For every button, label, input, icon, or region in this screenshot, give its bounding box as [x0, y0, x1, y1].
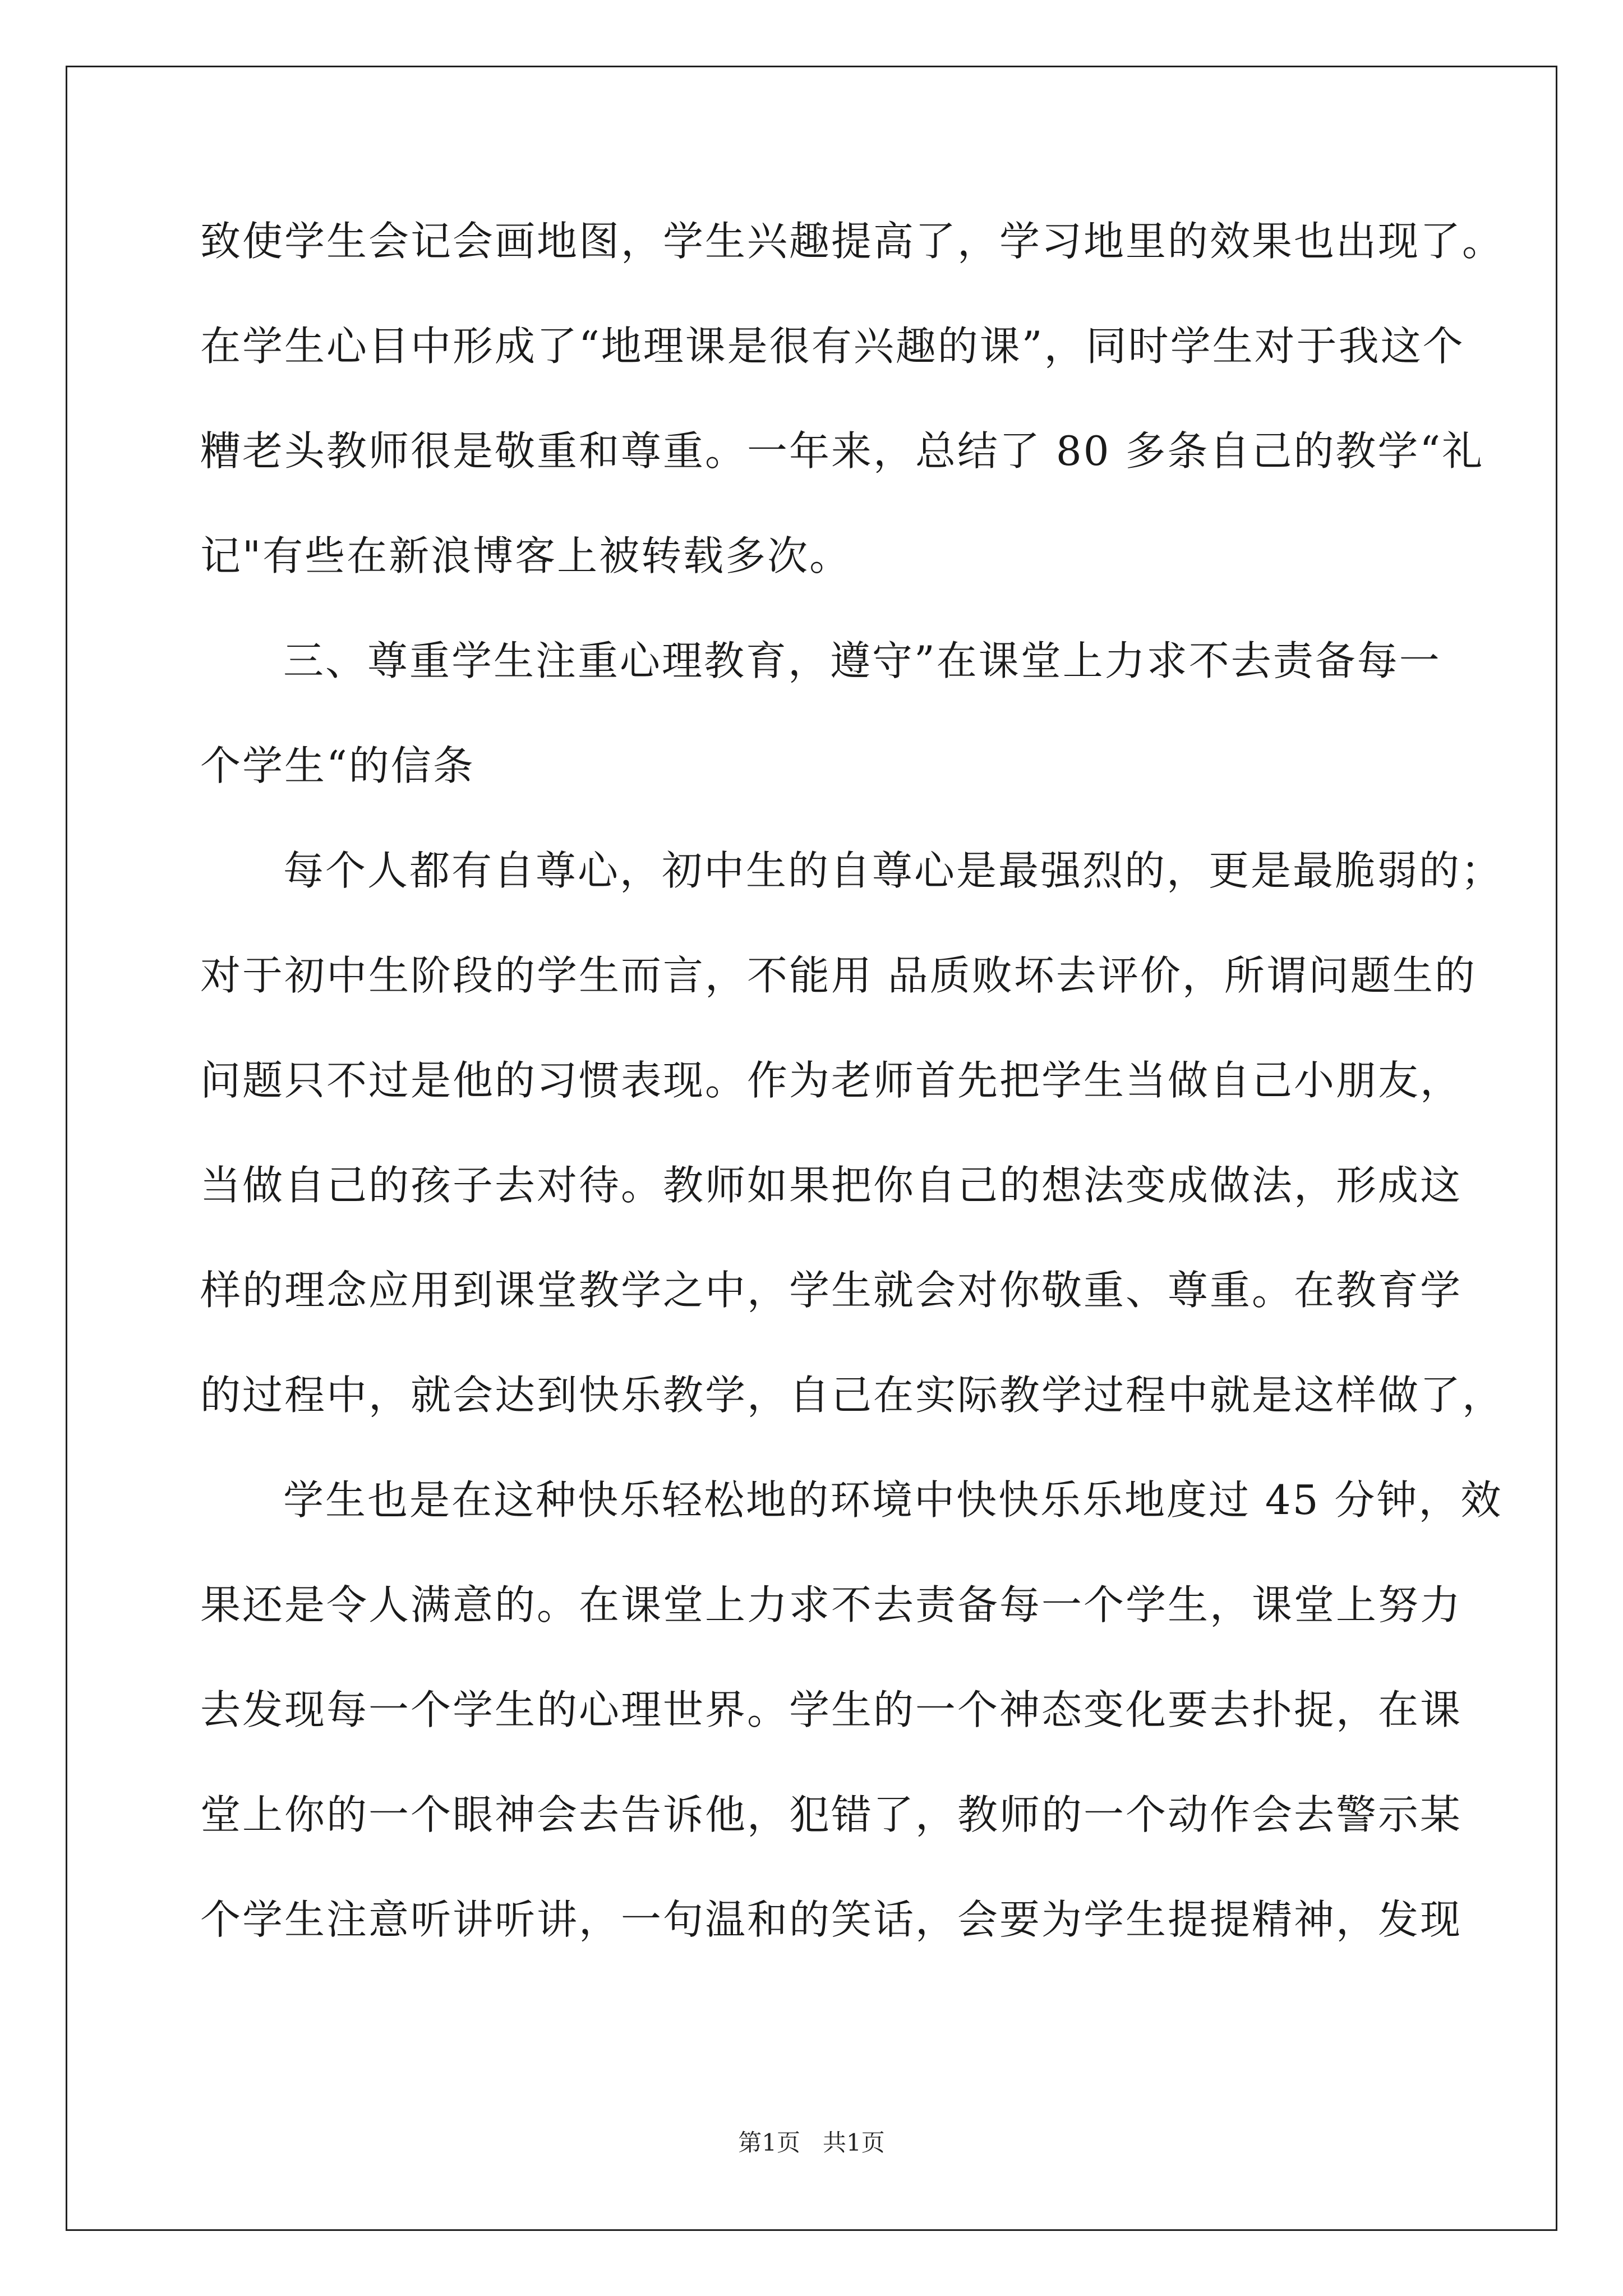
- text-line: 当做自己的孩子去对待。教师如果把你自己的想法变成做法，形成这: [200, 1162, 1463, 1209]
- text-line: 的过程中，就会达到快乐教学，自己在实际教学过程中就是这样做了，: [200, 1372, 1505, 1419]
- text-line: 每个人都有自尊心，初中生的自尊心是最强烈的，更是最脆弱的；: [283, 847, 1504, 894]
- page-footer: [0, 2126, 1623, 2160]
- text-line: 果还是令人满意的。在课堂上力求不去责备每一个学生，课堂上努力: [200, 1581, 1463, 1628]
- section-heading-line: 个学生“的信条: [200, 742, 475, 789]
- text-line: 糟老头教师很是敬重和尊重。一年来，总结了 80 多条自己的教学“礼: [200, 427, 1484, 475]
- text-line: 个学生注意听讲听讲，一句温和的笑话，会要为学生提提精神，发现: [200, 1896, 1463, 1943]
- page-total: 共1页: [823, 2129, 885, 2156]
- text-line: 对于初中生阶段的学生而言，不能用 品质败坏去评价，所谓问题生的: [200, 952, 1477, 999]
- section-heading-line: 三、尊重学生注重心理教育，遵守”在课堂上力求不去责备每一: [283, 637, 1441, 684]
- text-line: 去发现每一个学生的心理世界。学生的一个神态变化要去扑捉，在课: [200, 1686, 1463, 1733]
- text-line: 堂上你的一个眼神会去告诉他，犯错了，教师的一个动作会去警示某: [200, 1791, 1463, 1838]
- page-number: 第1页: [738, 2129, 800, 2156]
- text-line: 样的理念应用到课堂教学之中，学生就会对你敬重、尊重。在教育学: [200, 1267, 1463, 1314]
- text-line: 致使学生会记会画地图，学生兴趣提高了，学习地里的效果也出现了。: [200, 218, 1505, 265]
- text-line: 问题只不过是他的习惯表现。作为老师首先把学生当做自己小朋友，: [200, 1057, 1463, 1104]
- text-line: 学生也是在这种快乐轻松地的环境中快快乐乐地度过 45 分钟，效: [283, 1476, 1503, 1524]
- text-line: 记"有些在新浪博客上被转载多次。: [200, 532, 852, 579]
- document-body: [200, 213, 1505, 1996]
- text-line: 在学生心目中形成了“地理课是很有兴趣的课”，同时学生对于我这个: [200, 323, 1465, 370]
